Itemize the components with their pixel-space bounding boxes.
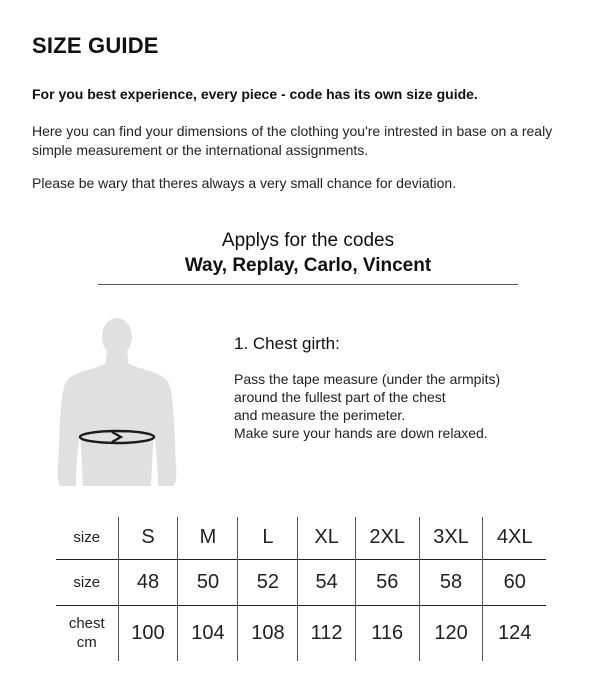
row-header: size [56,559,118,605]
table-cell: 120 [419,605,483,661]
table-cell: 54 [298,559,355,605]
silhouette-torso [58,364,177,486]
row-header-line: cm [76,634,97,652]
table-cell: 58 [419,559,483,605]
deviation-note: Please be wary that theres always a very small chance for deviation. [32,175,457,191]
codes-list: Way, Replay, Carlo, Vincent [184,255,432,276]
instruction-line: and measure the perimeter. [234,407,406,423]
table-cell: XL [298,517,355,559]
table-cell: 2XL [355,517,419,559]
measurement-title: 1. Chest girth: [234,334,340,353]
codes-intro: Applys for the codes [221,230,395,251]
size-table [56,517,546,661]
table-cell: 50 [178,559,238,605]
table-cell: M [178,517,238,559]
table-cell: L [238,517,298,559]
table-cell: 3XL [419,517,483,559]
description-paragraph: Here you can find your dimensions of the clothing you're intrested in base on a realy simple measurement or the international assignments. [32,123,553,158]
table-row [56,605,546,661]
row-header [56,605,118,661]
table-row [56,559,546,605]
codes-divider [98,284,518,285]
table-cell: 104 [178,605,238,661]
table-row [56,517,546,559]
row-header: size [73,529,101,547]
table-cell: 124 [483,605,546,661]
table-cell: 56 [355,559,419,605]
table-cell: 60 [483,559,546,605]
table-cell: 4XL [483,517,546,559]
table-cell: 48 [118,559,178,605]
instruction-line: Pass the tape measure (under the armpits) [234,371,501,387]
table-cell: S [118,517,178,559]
table-cell: 52 [238,559,298,605]
table-cell: 112 [298,605,355,661]
torso-silhouette-icon [52,316,182,486]
table-cell: 100 [118,605,178,661]
measurement-instructions [234,370,564,442]
instruction-line: around the fullest part of the chest [234,389,446,405]
row-header-line: chest [68,615,105,633]
table-cell: 108 [238,605,298,661]
instruction-line: Make sure your hands are down relaxed. [234,425,488,441]
table-cell: 116 [355,605,419,661]
page-title: SIZE GUIDE [32,33,159,58]
lead-text: For you best experience, every piece - code has its own size guide. [32,86,478,102]
